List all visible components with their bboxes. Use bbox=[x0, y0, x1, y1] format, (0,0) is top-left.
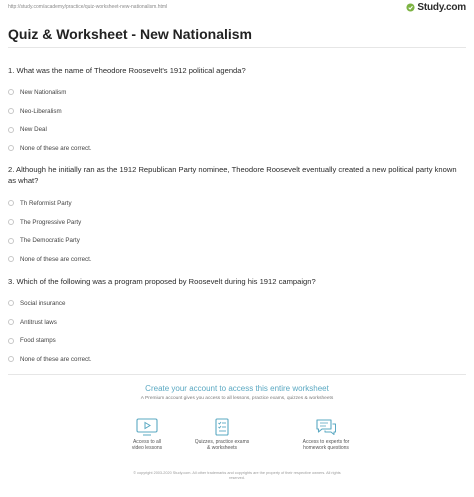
feature-label bbox=[286, 439, 366, 451]
feature-label-line: video lessons bbox=[131, 445, 163, 451]
radio-button[interactable] bbox=[8, 256, 14, 262]
answer-option[interactable] bbox=[8, 120, 308, 139]
radio-button[interactable] bbox=[8, 356, 14, 362]
question-1-options bbox=[8, 83, 308, 158]
answer-label: Food stamps bbox=[20, 337, 56, 345]
chat-icon bbox=[315, 418, 337, 436]
question-3-options bbox=[8, 294, 308, 369]
answer-label: Social insurance bbox=[20, 299, 66, 307]
radio-button[interactable] bbox=[8, 300, 14, 306]
feature-label-line: Quizzes, practice exams bbox=[194, 439, 250, 445]
question-2-text: 2. Although he initially ran as the 1912 Republican Party nominee, Theodore Roosevelt eventually created a new political party known as what? bbox=[8, 165, 457, 185]
question-1-text: 1. What was the name of Theodore Roosevelt's 1912 political agenda? bbox=[8, 66, 246, 75]
top-bar bbox=[0, 0, 474, 14]
radio-button[interactable] bbox=[8, 127, 14, 133]
video-icon bbox=[136, 418, 158, 436]
radio-button[interactable] bbox=[8, 108, 14, 114]
radio-button[interactable] bbox=[8, 219, 14, 225]
cta-title-link[interactable]: Create your account to access this entire worksheet bbox=[145, 384, 329, 393]
study-logo[interactable] bbox=[406, 2, 466, 13]
answer-label: Neo-Liberalism bbox=[20, 107, 62, 115]
feature-video-lessons bbox=[107, 418, 187, 451]
answer-label: New Nationalism bbox=[20, 88, 67, 96]
answer-option[interactable] bbox=[8, 231, 308, 250]
radio-button[interactable] bbox=[8, 319, 14, 325]
answer-option[interactable] bbox=[8, 102, 308, 121]
feature-label bbox=[107, 439, 187, 451]
feature-label-line: & worksheets bbox=[206, 445, 237, 451]
question-3-text: 3. Which of the following was a program proposed by Roosevelt during his 1912 campaign? bbox=[8, 277, 316, 286]
answer-label: None of these are correct. bbox=[20, 144, 92, 152]
answer-option[interactable] bbox=[8, 294, 308, 313]
feature-label-line: Access to all bbox=[132, 439, 162, 445]
answer-label: The Progressive Party bbox=[20, 218, 82, 226]
feature-label-line: Access to experts for bbox=[302, 439, 350, 445]
logo-text: Study.com bbox=[417, 2, 466, 13]
question-2-options bbox=[8, 194, 308, 269]
radio-button[interactable] bbox=[8, 338, 14, 344]
study-logo-icon bbox=[406, 3, 415, 12]
feature-label bbox=[182, 439, 262, 451]
feature-experts bbox=[286, 418, 366, 451]
answer-option[interactable] bbox=[8, 313, 308, 332]
answer-option[interactable] bbox=[8, 350, 308, 369]
radio-button[interactable] bbox=[8, 238, 14, 244]
answer-label: The Democratic Party bbox=[20, 237, 80, 245]
page-url: http://study.com/academy/practice/quiz-worksheet-new-nationalism.html bbox=[8, 4, 168, 10]
answer-label: Antitrust laws bbox=[20, 318, 57, 326]
copyright-footer bbox=[60, 471, 414, 481]
feature-quizzes bbox=[182, 418, 262, 451]
radio-button[interactable] bbox=[8, 145, 14, 151]
feature-label-line: homework questions bbox=[303, 445, 349, 451]
answer-option[interactable] bbox=[8, 194, 308, 213]
answer-label: Th Reformist Party bbox=[20, 199, 72, 207]
cta-subtitle: A Premium account gives you access to all lessons, practice exams, quizzes & worksheets bbox=[140, 396, 334, 401]
answer-option[interactable] bbox=[8, 250, 308, 269]
page-title: Quiz & Worksheet - New Nationalism bbox=[8, 26, 253, 42]
copyright-line: © copyright 2003-2020 Study.com. All other trademarks and copyrights are the property of their respective owners. All rights bbox=[133, 471, 341, 475]
answer-option[interactable] bbox=[8, 213, 308, 232]
radio-button[interactable] bbox=[8, 89, 14, 95]
quiz-icon bbox=[211, 418, 233, 436]
cta-divider bbox=[8, 374, 466, 375]
answer-label: None of these are correct. bbox=[20, 255, 92, 263]
answer-option[interactable] bbox=[8, 83, 308, 102]
answer-label: None of these are correct. bbox=[20, 355, 92, 363]
title-divider bbox=[8, 47, 466, 48]
radio-button[interactable] bbox=[8, 200, 14, 206]
answer-option[interactable] bbox=[8, 331, 308, 350]
answer-option[interactable] bbox=[8, 139, 308, 158]
copyright-line: reserved. bbox=[229, 476, 245, 480]
answer-label: New Deal bbox=[20, 126, 47, 134]
